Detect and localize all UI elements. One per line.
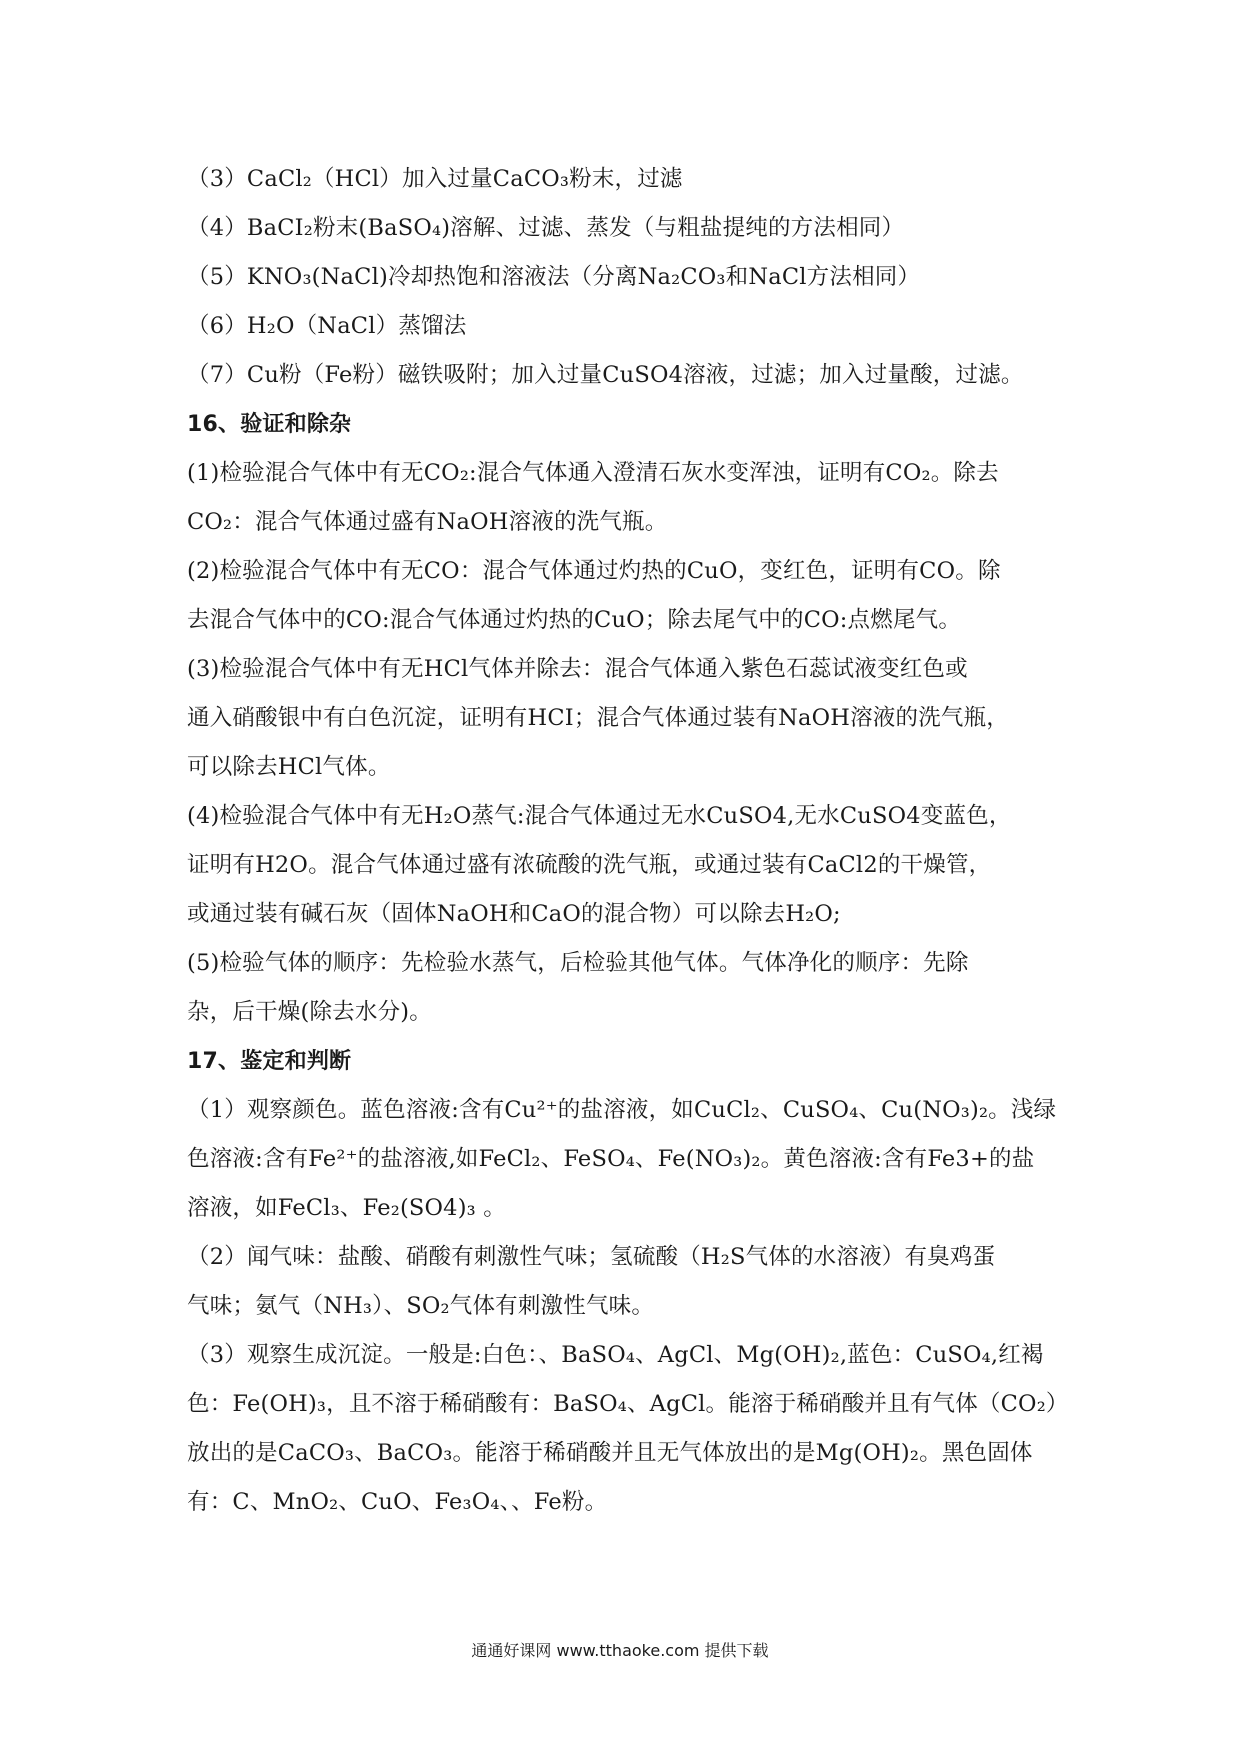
item-6-h2o: （6）H₂O（NaCl）蒸馏法	[187, 313, 467, 339]
paragraph-line: (4)检验混合气体中有无H₂O蒸气:混合气体通过无水CuSO4,无水CuSO4变蓝色，	[187, 803, 1012, 829]
paragraph-line: 可以除去HCl气体。	[187, 754, 391, 780]
paragraph-line: (1)检验混合气体中有无CO₂:混合气体通入澄清石灰水变浑浊，证明有CO₂。除去	[187, 460, 999, 486]
paragraph-line: （3）观察生成沉淀。一般是:白色：、BaSO₄、AgCl、Mg(OH)₂,蓝色：CuSO₄,红褐	[187, 1342, 1044, 1368]
paragraph-line: 去混合气体中的CO:混合气体通过灼热的CuO；除去尾气中的CO:点燃尾气。	[187, 607, 962, 633]
item-5-kno3: （5）KNO₃(NaCl)冷却热饱和溶液法（分离Na₂CO₃和NaCl方法相同）	[187, 264, 921, 290]
paragraph-line: （2）闻气味：盐酸、硝酸有刺激性气味；氢硫酸（H₂S气体的水溶液）有臭鸡蛋	[187, 1244, 996, 1270]
item-7-cu: （7）Cu粉（Fe粉）磁铁吸附；加入过量CuSO4溶液，过滤；加入过量酸，过滤。	[187, 362, 1024, 388]
paragraph-line: (3)检验混合气体中有无HCl气体并除去：混合气体通入紫色石蕊试液变红色或	[187, 656, 968, 682]
item-4-bacl2: （4）BaCI₂粉末(BaSO₄)溶解、过滤、蒸发（与粗盐提纯的方法相同）	[187, 215, 905, 241]
paragraph-line: 有：C、MnO₂、CuO、Fe₃O₄、、Fe粉。	[187, 1489, 608, 1515]
paragraph-line: 色溶液:含有Fe²⁺的盐溶液,如FeCl₂、FeSO₄、Fe(NO₃)₂。黄色溶液:含有Fe3+的盐	[187, 1146, 1035, 1172]
paragraph-line: CO₂：混合气体通过盛有NaOH溶液的洗气瓶。	[187, 509, 668, 535]
paragraph-line: 通入硝酸银中有白色沉淀，证明有HCI；混合气体通过装有NaOH溶液的洗气瓶，	[187, 705, 1009, 731]
section-16-heading: 16、验证和除杂	[187, 412, 352, 437]
item-3-cacl2: （3）CaCl₂（HCl）加入过量CaCO₃粉末，过滤	[187, 166, 683, 192]
paragraph-line: (2)检验混合气体中有无CO：混合气体通过灼热的CuO，变红色，证明有CO。除	[187, 558, 1001, 584]
paragraph-line: 放出的是CaCO₃、BaCO₃。能溶于稀硝酸并且无气体放出的是Mg(OH)₂。黑色固体	[187, 1440, 1033, 1466]
paragraph-line: 色：Fe(OH)₃，且不溶于稀硝酸有：BaSO₄、AgCl。能溶于稀硝酸并且有气体（CO₂）	[187, 1391, 1069, 1417]
paragraph-line: 或通过装有碱石灰（固体NaOH和CaO的混合物）可以除去H₂O;	[187, 901, 841, 927]
document-body	[187, 155, 1069, 1527]
section-17-heading: 17、鉴定和判断	[187, 1049, 352, 1074]
paragraph-line: 溶液，如FeCl₃、Fe₂(SO4)₃ 。	[187, 1195, 506, 1221]
paragraph-line: 气味；氨气（NH₃）、SO₂气体有刺激性气味。	[187, 1293, 655, 1319]
paragraph-line: （1）观察颜色。蓝色溶液:含有Cu²⁺的盐溶液，如CuCl₂、CuSO₄、Cu(NO₃)₂。浅绿	[187, 1097, 1057, 1123]
page-footer: 通通好课网 www.tthaoke.com 提供下载	[471, 1641, 769, 1660]
paragraph-line: 杂，后干燥(除去水分)。	[187, 999, 432, 1025]
paragraph-line: (5)检验气体的顺序：先检验水蒸气，后检验其他气体。气体净化的顺序：先除	[187, 950, 969, 976]
paragraph-line: 证明有H2O。混合气体通过盛有浓硫酸的洗气瓶，或通过装有CaCl2的干燥管，	[187, 852, 992, 878]
